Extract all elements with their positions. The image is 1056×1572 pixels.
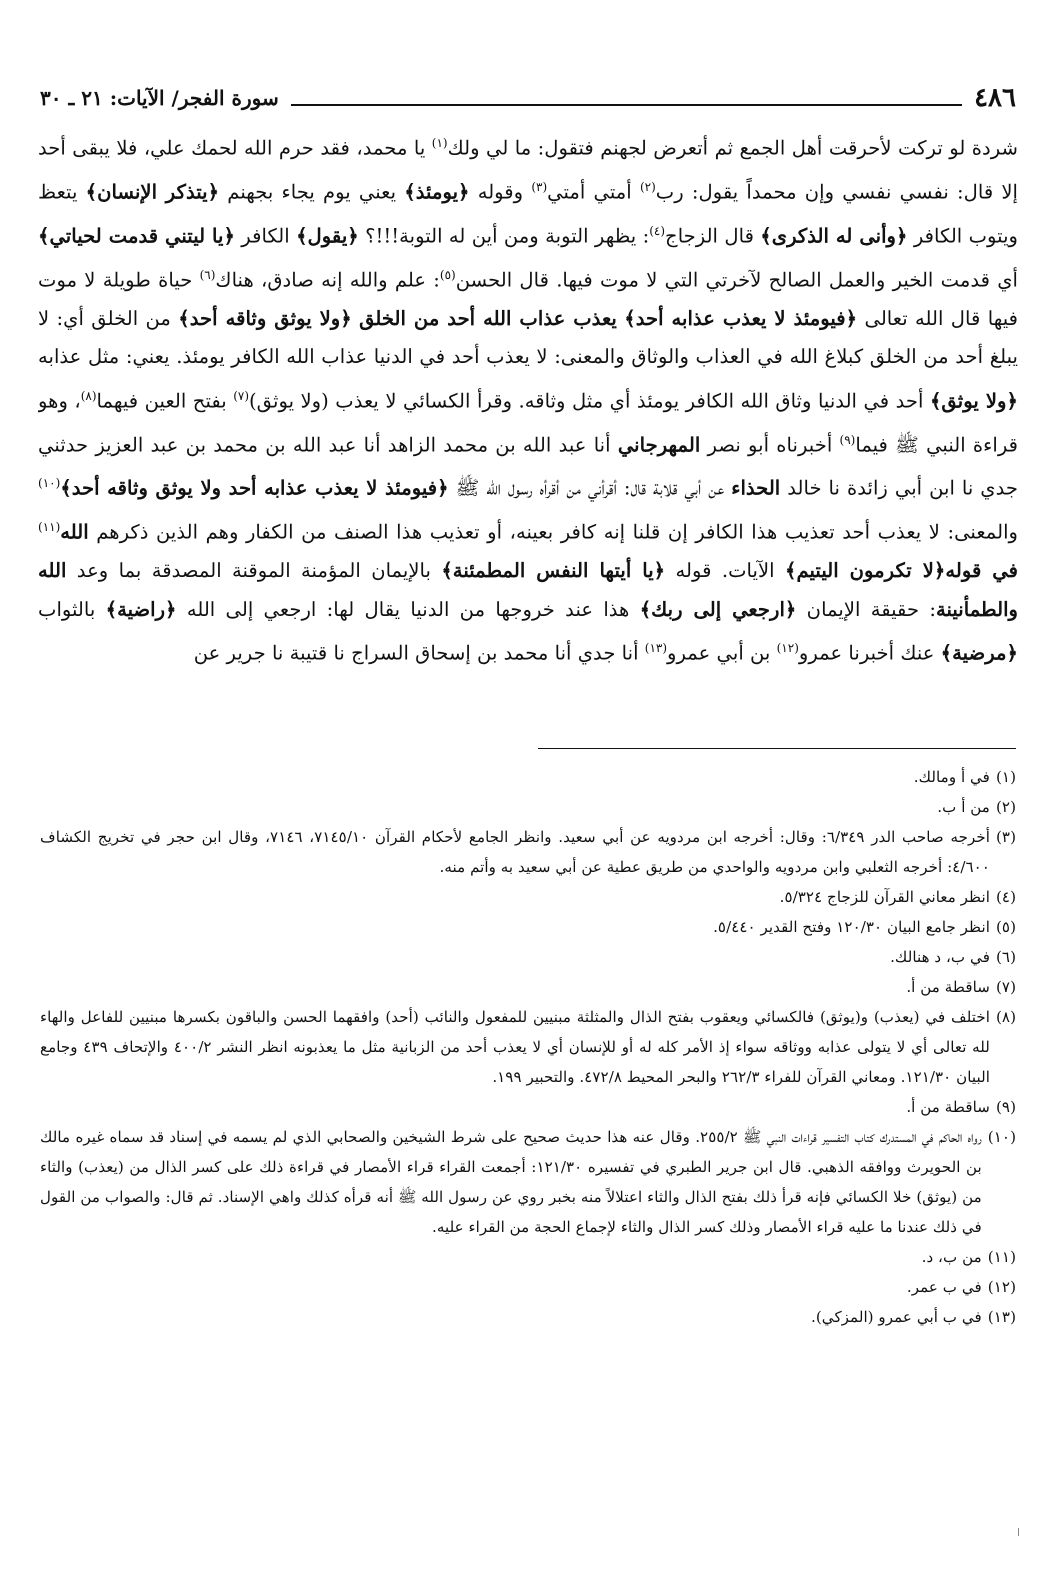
footnote-number: (١٣): [987, 1308, 1016, 1326]
bold-text-run: في قوله﴿لا تكرمون اليتيم﴾: [784, 559, 1018, 583]
footnote-number: (١١): [987, 1248, 1016, 1266]
bold-text-run: ﴿يا أيتها النفس المطمئنة﴾: [441, 559, 666, 583]
footnote: [40, 1002, 1016, 1092]
footnote-text: أخرجه صاحب الدر ٦/٣٤٩: وقال: أخرجه ابن مردويه عن أبي سعيد. وانظر الجامع لأحكام القرآن ٧١٤٥/١٠، ٧١٤٦، وقال ابن حجر في تخريج الكشاف ٤/٦٠٠: أخرجه الثعلبي وابن مردويه والواحدي من طريق عطية عن أبي سعيد به وأتم منه.: [40, 828, 990, 876]
footnote-text: انظر جامع البيان ١٢٠/٣٠ وفتح القدير ٥/٤٤٠.: [713, 918, 990, 936]
footnote: [40, 912, 1016, 942]
text-run: يتعظ ويتوب الكافر: [38, 180, 1018, 248]
footnote: [40, 1122, 1016, 1242]
footnote: [40, 942, 1016, 972]
footnote-number: (١): [995, 768, 1016, 786]
text-run: أحد في الدنيا وثاق الله الكافر يومئذ أي مثل وثاقه. وقرأ الكسائي لا يعذب (ولا يوثق): [249, 389, 930, 413]
footnote: [40, 762, 1016, 792]
footnote: [40, 882, 1016, 912]
bold-text-run: ﴿ارجعي إلى ربك﴾: [639, 597, 797, 621]
text-run: الآيات. قوله: [665, 559, 785, 583]
text-run: أخبرناه أبو نصر: [700, 433, 840, 457]
text-run: [352, 307, 359, 330]
text-run: بفتح العين فيهما: [96, 389, 234, 413]
footnote-number: (٨): [995, 1008, 1016, 1026]
footnote-number: (١٢): [987, 1278, 1016, 1296]
text-run: بالثواب: [38, 597, 106, 621]
bold-text-run: الله والطمأنينة: [38, 559, 1018, 621]
footnote-text: من أ ب.: [937, 798, 990, 816]
bold-text-run: ﴿وأنى له الذكرى﴾: [760, 224, 908, 248]
text-run: حياة طويلة لا موت فيها قال الله تعالى: [38, 268, 1018, 330]
text-run: : يظهر التوبة ومن أين له التوبة!!!؟: [358, 224, 650, 248]
bold-text-run: ﴿فيومئذ لا يعذب عذابه أحد﴾: [624, 306, 858, 330]
footnote-text: رواه الحاكم في المستدرك كتاب التفسير قراءات النبي ﷺ ٢٥٥/٢. وقال عنه هذا حديث صحيح على شرط الشيخين والصحابي الذي لم يسمه في إسناد قد سماه غيره مالك بن الحويرث ووافقه الذهبي. قال ابن جرير الطبري في تفسيره ١٢١/٣٠: أجمعت القراء قراء الأمصار في قراءة ذلك على كسر الذال من (يعذب) والثاء من (يوثق) خلا الكسائي فإنه قرأ ذلك بفتح الذال والثاء اعتلالاً منه بخبر روي عن رسول الله ﷺ أنه قرأه كذلك واهي الإسناد. ثم قال: والصواب من القول في ذلك عندنا ما عليه قراء الأمصار وذلك كسر الذال والثاء لإجماع الحجة من القراء عليه.: [40, 1128, 982, 1236]
bold-text-run: ﴿يقول﴾: [296, 224, 359, 248]
text-run: أي قدمت الخير والعمل الصالح لآخرتي التي لا موت فيها. قال الحسن: [455, 268, 1018, 292]
footnote-ref: (٢): [639, 179, 656, 194]
bold-text-run: ﴿راضية﴾: [105, 597, 177, 621]
text-run: من الخلق أي: لا يبلغ أحد من الخلق كبلاغ الله في العذاب والوثاق والمعنى: لا يعذب أحد في الدنيا عذاب الله الكافر يومئذ. يعني: مثل عذابه: [38, 306, 1018, 369]
footnote-ref: (١٠): [38, 476, 61, 491]
text-run: : حقيقة الإيمان: [796, 597, 936, 621]
footnotes: [40, 762, 1016, 1522]
text-run: أنا عبد الله بن محمد الزاهد أنا عبد الله بن محمد بن عبد العزيز حدثني جدي نا ابن أبي زائدة نا خالد: [38, 433, 1018, 500]
bold-text-run: الله: [60, 520, 89, 544]
running-title: سورة الفجر/ الآيات: ٢١ ـ ٣٠: [40, 86, 279, 110]
footnote-ref: (٦): [199, 267, 216, 282]
footnote-text: في ب أبي عمرو (المزكي).: [811, 1308, 982, 1326]
footnote: [40, 1092, 1016, 1122]
footnote-ref: (١٢): [776, 641, 799, 656]
footnote: [40, 792, 1016, 822]
bold-text-run: ﴿يا ليتني قدمت لحياتي﴾: [38, 224, 235, 248]
footnote-text: اختلف في (يعذب) و(يوثق) فالكسائي ويعقوب بفتح الذال والمثلثة مبنيين للمفعول والنائب (أحد) وافقهما الحسن والباقون بكسرها مبنيين للفاعل والهاء لله تعالى أي لا يتولى عذابه ووثاقه سواء إذ الأمر كله له أو للإنسان أي لا يعذب أحد من الزبانية مثل ما يعذبونه انظر النشر ٤٠٠/٢ والإتحاف ٤٣٩ وجامع البيان ١٢١/٣٠. ومعاني القرآن للفراء ٢٦٢/٣ والبحر المحيط ٤٧٢/٨. والتحبير ١٩٩.: [40, 1008, 990, 1086]
footnote-separator: [538, 748, 1016, 749]
footnote: [40, 1272, 1016, 1302]
page-header: [40, 78, 1016, 118]
footnote-text: ساقطة من أ.: [906, 1098, 990, 1116]
text-run: ، وهو قراءة النبي ﷺ فيما: [38, 389, 1018, 457]
footnote-ref: (١٣): [644, 641, 668, 656]
header-rule: [291, 104, 962, 106]
footnote: [40, 822, 1016, 882]
text-run: أنا جدي أنا محمد بن إسحاق السراج نا قتيبة نا جرير عن: [193, 641, 645, 665]
text-run: يا محمد، فقد حرم الله لحمك علي، فلا يبقى أحد إلا قال: نفسي نفسي وإن محمداً يقول: رب: [38, 136, 1018, 204]
bold-text-run: الحذاء: [731, 476, 781, 500]
text-run: والمعنى: لا يعذب أحد تعذيب هذا الكافر إن قلنا إنه كافر بعينه، أو تعذيب هذا الصنف من الكفار وهم الذين ذكرهم: [88, 520, 1018, 544]
footnote-ref: (٨): [80, 388, 97, 403]
footnote: [40, 1242, 1016, 1272]
bold-text-run: ﴿فيومئذ لا يعذب عذابه أحد ولا يوثق وثاقه أحد﴾: [60, 476, 449, 500]
main-text: [38, 124, 1018, 736]
text-run: بن أبي عمرو: [667, 641, 777, 665]
footnote-text: من ب، د.: [921, 1248, 982, 1266]
footnote-text: انظر معاني القرآن للزجاج ٥/٣٢٤.: [779, 888, 990, 906]
footnote-ref: (٥): [439, 267, 456, 282]
text-run: وقوله: [469, 180, 532, 204]
footnote-number: (١٠): [987, 1128, 1016, 1146]
footnote-ref: (٩): [839, 432, 856, 447]
footnote: [40, 1302, 1016, 1332]
footnote-number: (٤): [995, 888, 1016, 906]
text-run: أمتي أمتي: [547, 180, 640, 204]
bold-text-run: ﴿يتذكر الإنسان﴾: [85, 180, 220, 204]
bold-text-run: ﴿ولا يوثق وثاقه أحد﴾: [178, 306, 352, 330]
page-number: ٤٨٦: [974, 83, 1016, 113]
footnote-text: في أ ومالك.: [913, 768, 990, 786]
footnote-number: (٧): [995, 978, 1016, 996]
text-run: عنك أخبرنا عمرو: [798, 641, 941, 665]
text-run: الكافر: [234, 224, 297, 248]
footnote-ref: (١): [431, 136, 448, 150]
text-run: : علم والله إنه صادق، هناك: [215, 268, 440, 292]
footnote-ref: (٧): [233, 388, 250, 403]
footnote-number: (٦): [995, 948, 1016, 966]
text-run: هذا عند خروجها من الدنيا يقال لها: ارجعي إلى الله: [176, 597, 640, 621]
text-run: شردة لو تركت لأحرقت أهل الجمع ثم أتعرض لجهنم فتقول: ما لي ولك: [447, 136, 1018, 160]
footnote-number: (٢): [995, 798, 1016, 816]
footnote-ref: (٤): [649, 223, 666, 238]
bold-text-run: ﴿يومئذ﴾: [404, 180, 470, 204]
scan-mark: [1018, 1528, 1019, 1536]
text-run: يعني يوم يجاء بجهنم: [219, 180, 405, 204]
bold-text-run: ﴿مرضية﴾: [940, 641, 1018, 665]
footnote-text: ساقطة من أ.: [906, 978, 990, 996]
text-run: قال الزجاج: [665, 224, 761, 248]
bold-text-run: المهرجاني: [617, 433, 701, 457]
text-run: بالإيمان المؤمنة الموقنة المصدقة بما وعد: [66, 559, 442, 583]
bold-text-run: يعذب عذاب الله أحد من الخلق: [359, 306, 617, 330]
footnote-text: في ب، د هنالك.: [890, 948, 990, 966]
footnote-text: في ب عمر.: [906, 1278, 982, 1296]
footnote-number: (٥): [995, 918, 1016, 936]
footnote-number: (٩): [995, 1098, 1016, 1116]
footnote-ref: (١١): [38, 520, 61, 535]
footnote: [40, 972, 1016, 1002]
bold-text-run: ﴿ولا يوثق﴾: [929, 389, 1018, 413]
footnote-number: (٣): [995, 828, 1016, 846]
text-run: عن أبي قلابة قال: أقرأني من أقرأه رسول الله ﷺ: [448, 476, 732, 500]
footnote-ref: (٣): [531, 179, 548, 194]
